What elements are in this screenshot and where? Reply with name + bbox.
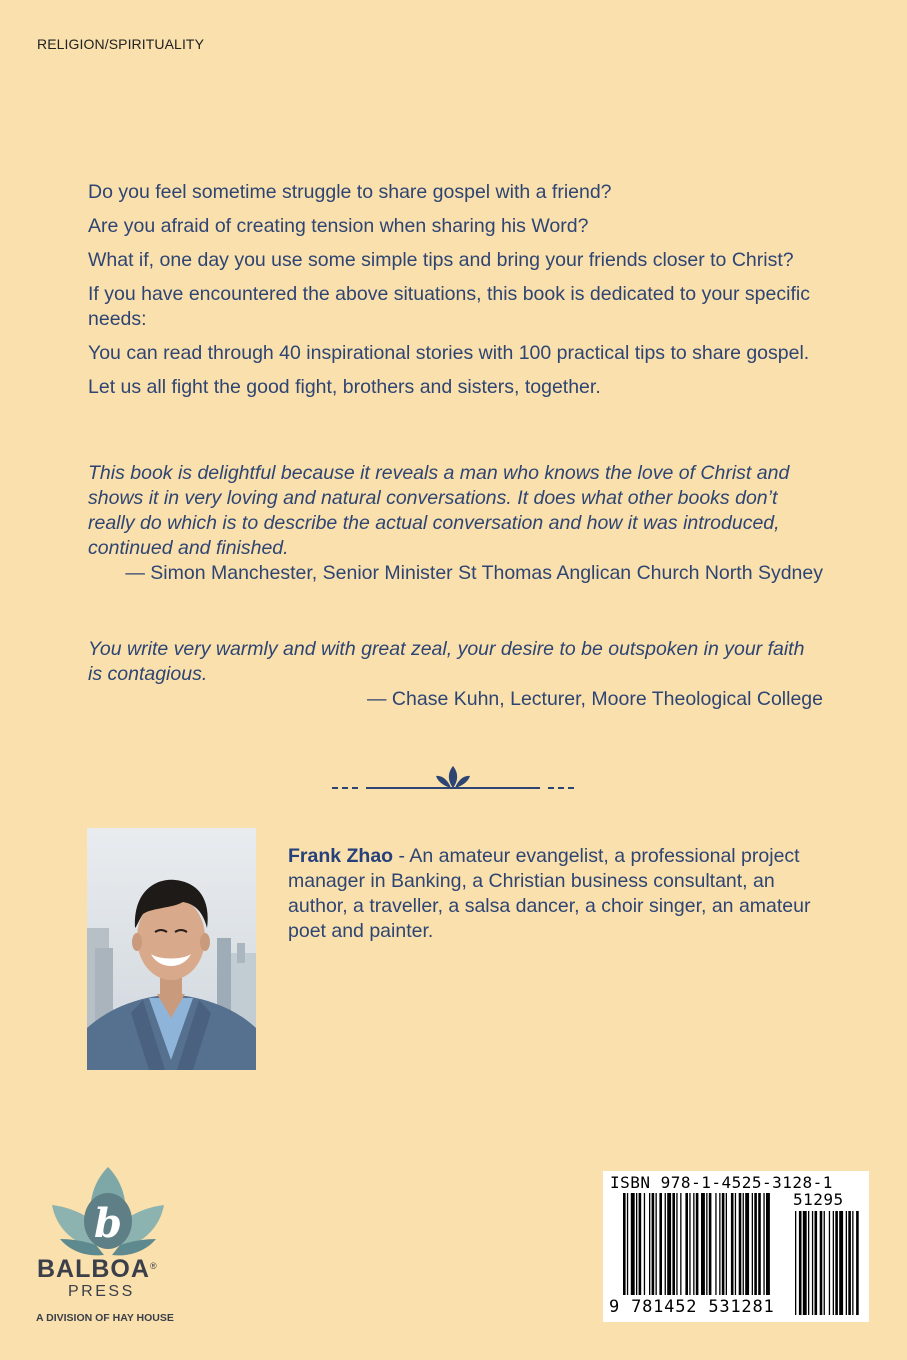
balboa-lotus-logo-icon (34, 1165, 184, 1330)
publisher-division: A DIVISION OF HAY HOUSE (36, 1312, 174, 1324)
endorsement-quote (88, 461, 823, 586)
blurb-line: Let us all fight the good fight, brothers and sisters, together. (88, 376, 601, 398)
blurb-line: Do you feel sometime struggle to share gospel with a friend? (88, 181, 612, 203)
isbn-text: ISBN 978-1-4525-3128-1 (610, 1173, 833, 1192)
endorsement-quote (88, 637, 823, 712)
author-portrait-image (87, 828, 256, 1070)
quote-attribution: — Simon Manchester, Senior Minister St Thomas Anglican Church North Sydney (125, 562, 823, 584)
barcode-addon-text: 51295 (793, 1190, 844, 1209)
blurb-line: If you have encountered the above situations, this book is dedicated to your specific needs: (88, 283, 810, 330)
quote-attribution: — Chase Kuhn, Lecturer, Moore Theological College (367, 688, 823, 710)
category-label: RELIGION/SPIRITUALITY (37, 36, 205, 52)
isbn-barcode (603, 1171, 869, 1322)
author-bio (288, 844, 823, 944)
blurb (88, 180, 823, 409)
registered-mark: ® (149, 1261, 158, 1271)
barcode-digits: 9 781452 531281 (609, 1297, 775, 1317)
quote-text: This book is delightful because it reveals a man who knows the love of Christ and shows it in very loving and natural conversations. It does what other books don’t really do which is to describe the actual conversation and how it was introduced, continued and finished. (88, 462, 790, 559)
author-photo (87, 828, 256, 1070)
publisher-name: BALBOA® (37, 1255, 158, 1283)
publisher-press: PRESS (68, 1283, 135, 1300)
ornament-divider-icon (332, 762, 574, 794)
blurb-line: You can read through 40 inspirational stories with 100 practical tips to share gospel. (88, 342, 810, 364)
blurb-line: What if, one day you use some simple tips and bring your friends closer to Christ? (88, 249, 794, 271)
quote-text: You write very warmly and with great zeal, your desire to be outspoken in your faith is contagious. (88, 638, 805, 685)
blurb-line: Are you afraid of creating tension when sharing his Word? (88, 215, 589, 237)
author-name: Frank Zhao (288, 845, 394, 867)
author-bio-text: - An amateur evangelist, a professional project manager in Banking, a Christian business consultant, an author, a traveller, a salsa dancer, a choir singer, an amateur poet and painter. (288, 845, 811, 942)
svg-text:b: b (94, 1200, 122, 1247)
